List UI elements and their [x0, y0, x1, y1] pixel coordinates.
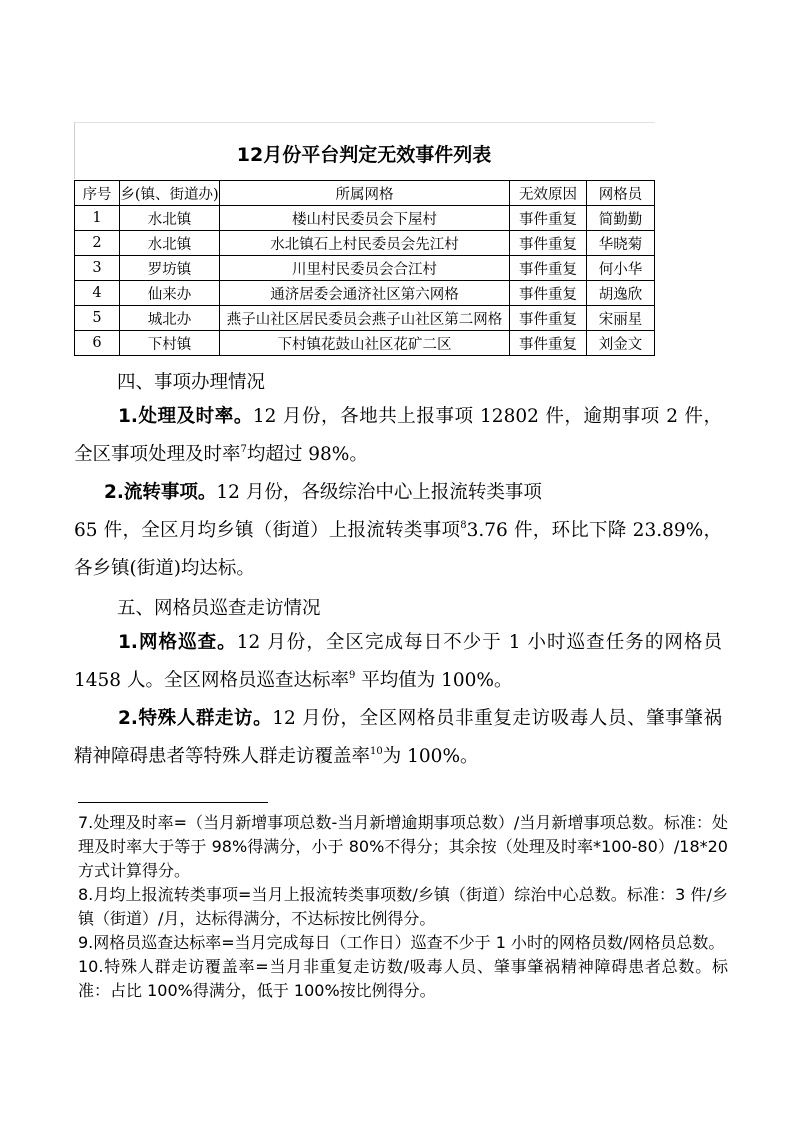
table-row — [75, 256, 655, 281]
paragraph-special-visits — [74, 700, 722, 776]
cell-grid: 川里村民委员会合江村 — [220, 256, 510, 281]
paragraph-lead: 1.网格巡查。 — [118, 632, 237, 653]
section-heading-5: 五、网格员巡查走访情况 — [117, 598, 321, 619]
paragraph-lead: 2.流转事项。 — [104, 482, 217, 503]
footnote: 9.网格员巡查达标率=当月完成每日（工作日）巡查不少于 1 小时的网格员数/网格员总数。 — [78, 933, 725, 952]
paragraph-text: 12 月份，全区网格员非重复走访吸毒人员、肇事肇祸精神障碍患者等特殊人群走访覆盖率 — [74, 708, 722, 767]
table-header-row — [75, 181, 655, 206]
table-title: 12月份平台判定无效事件列表 — [236, 144, 492, 166]
cell-index: 2 — [75, 231, 120, 256]
paragraph-text: 12 月份，全区完成每日不少于 1 小时巡查任务的网格员 1458 人。全区网格员巡查达标率 — [74, 632, 722, 691]
cell-gridworker: 何小华 — [587, 256, 655, 281]
cell-reason: 事件重复 — [510, 281, 587, 306]
cell-reason: 事件重复 — [510, 256, 587, 281]
paragraph-patrol — [74, 624, 722, 700]
cell-grid: 通济居委会通济社区第六网格 — [220, 281, 510, 306]
cell-reason: 事件重复 — [510, 206, 587, 231]
cell-gridworker: 简勤勤 — [587, 206, 655, 231]
cell-gridworker: 华晓菊 — [587, 231, 655, 256]
cell-grid: 下村镇花鼓山社区花矿二区 — [220, 331, 510, 356]
cell-reason: 事件重复 — [510, 306, 587, 331]
paragraph-text: 平均值为 100%。 — [355, 670, 513, 691]
col-header-index: 序号 — [75, 181, 120, 206]
footnote: 7.处理及时率=（当月新增事项总数-当月新增逾期事项总数）/当月新增事项总数。标准：处理及时率大于等于 98%得满分，小于 80%不得分；其余按（处理及时率*100-80）/18*20 方式计算得分。 — [78, 813, 728, 880]
col-header-gridworker: 网格员 — [587, 181, 655, 206]
cell-town: 仙来办 — [120, 281, 220, 306]
paragraph-text: 3.76 件，环比下降 23.89%，各乡镇(街道)均达标。 — [74, 520, 722, 579]
cell-town: 水北镇 — [120, 206, 220, 231]
cell-town: 罗坊镇 — [120, 256, 220, 281]
cell-grid: 水北镇石上村民委员会先江村 — [220, 231, 510, 256]
cell-reason: 事件重复 — [510, 331, 587, 356]
paragraph-lead: 1.处理及时率。 — [118, 406, 253, 427]
footnotes — [78, 811, 728, 1003]
paragraph-text: 均超过 98%。 — [246, 444, 368, 465]
cell-town: 城北办 — [120, 306, 220, 331]
footnote: 8.月均上报流转类事项=当月上报流转类事项数/乡镇（街道）综治中心总数。标准：3 件/乡镇（街道）/月，达标得满分，不达标按比例得分。 — [78, 885, 728, 928]
cell-gridworker: 胡逸欣 — [587, 281, 655, 306]
cell-grid: 楼山村民委员会下屋村 — [220, 206, 510, 231]
cell-gridworker: 宋丽星 — [587, 306, 655, 331]
section-heading-4: 四、事项办理情况 — [117, 372, 266, 393]
paragraph-text: 为 100%。 — [382, 746, 479, 767]
paragraph-text: 65 件，全区月均乡镇（街道）上报流转类事项 — [74, 520, 461, 541]
cell-grid: 燕子山社区居民委员会燕子山社区第二网格 — [220, 306, 510, 331]
footnote-divider — [78, 802, 268, 803]
cell-index: 1 — [75, 206, 120, 231]
paragraph-transfer-cont — [74, 512, 722, 588]
paragraph-lead: 2.特殊人群走访。 — [118, 708, 273, 729]
footnote-ref: 7 — [240, 444, 247, 455]
paragraph-transfer — [74, 474, 722, 512]
cell-town: 水北镇 — [120, 231, 220, 256]
footnote-ref: 9 — [348, 670, 356, 681]
table-row — [75, 331, 655, 356]
cell-town: 下村镇 — [120, 331, 220, 356]
cell-index: 3 — [75, 256, 120, 281]
cell-index: 4 — [75, 281, 120, 306]
paragraph-timeliness — [74, 398, 722, 474]
table-row — [75, 306, 655, 331]
cell-index: 5 — [75, 306, 120, 331]
table-row — [75, 231, 655, 256]
footnote-ref: 10 — [370, 746, 383, 757]
cell-gridworker: 刘金文 — [587, 331, 655, 356]
cell-reason: 事件重复 — [510, 231, 587, 256]
paragraph-text: 12 月份，各地共上报事项 12802 件，逾期事项 2 件，全区事项处理及时率 — [74, 406, 722, 465]
footnote: 10.特殊人群走访覆盖率=当月非重复走访数/吸毒人员、肇事肇祸精神障碍患者总数。标准：占比 100%得满分，低于 100%按比例得分。 — [78, 957, 728, 1000]
col-header-reason: 无效原因 — [510, 181, 587, 206]
cell-index: 6 — [75, 331, 120, 356]
table-row — [75, 281, 655, 306]
invalid-events-table — [74, 180, 655, 356]
col-header-grid: 所属网格 — [220, 181, 510, 206]
footnote-ref: 8 — [460, 520, 467, 531]
col-header-town: 乡(镇、街道办) — [120, 181, 220, 206]
paragraph-text: 12 月份，各级综治中心上报流转类事项 — [216, 482, 542, 503]
table-row — [75, 206, 655, 231]
